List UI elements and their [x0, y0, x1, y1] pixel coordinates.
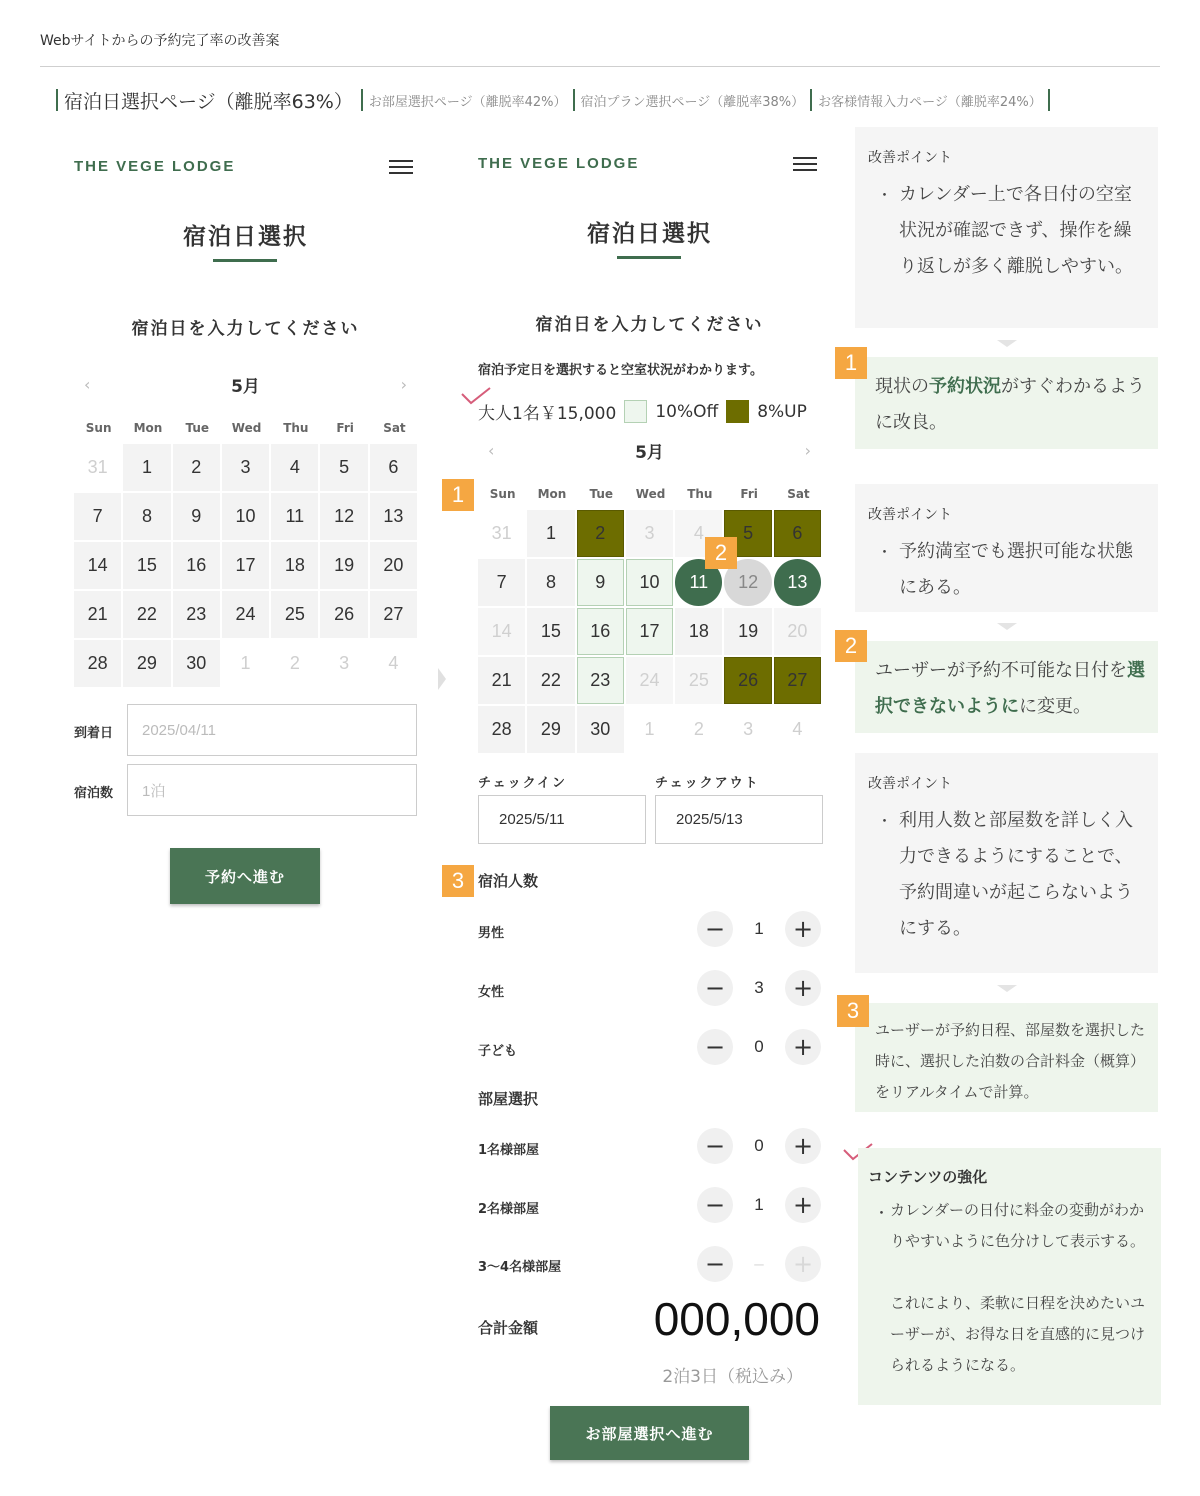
badge-3: 3	[837, 995, 869, 1027]
calendar-day[interactable]: 21	[478, 657, 525, 704]
plus-button: +	[785, 1246, 821, 1282]
calendar-day[interactable]: 20	[370, 542, 417, 589]
proceed-room-select-button[interactable]: お部屋選択へ進む	[550, 1406, 749, 1460]
improvement-result-3	[855, 1003, 1158, 1112]
male-stepper	[697, 911, 821, 947]
plus-button[interactable]: +	[785, 911, 821, 947]
badge-3: 3	[442, 865, 474, 897]
content-enhancement	[858, 1148, 1161, 1405]
calendar-day: 3	[626, 510, 673, 557]
calendar-day[interactable]: 22	[123, 591, 170, 638]
tab-plan-select[interactable]: 宿泊プラン選択ページ（離脱率38%）	[573, 89, 811, 111]
child-label: 子ども	[478, 1044, 518, 1059]
menu-icon[interactable]	[793, 157, 817, 171]
calendar-day[interactable]: 26	[724, 657, 771, 704]
note-text: ユーザーが予約日程、部屋数を選択した時に、選択した泊数の合計料金（概算）をリアルタイムで計算。	[875, 1021, 1146, 1101]
weekday-label: Mon	[133, 421, 163, 435]
double-room-label: 2名様部屋	[478, 1202, 540, 1217]
calendar-day[interactable]: 21	[74, 591, 121, 638]
calendar-day[interactable]: 24	[222, 591, 269, 638]
checkin-input[interactable]: 2025/5/11	[478, 795, 646, 844]
calendar-day[interactable]: 8	[123, 493, 170, 540]
weekday-label: Tue	[589, 487, 614, 501]
month-nav	[488, 438, 811, 463]
brand-logo: THE VEGE LODGE	[478, 155, 640, 172]
single-room-count: 0	[754, 1136, 764, 1155]
calendar-day[interactable]: 15	[123, 542, 170, 589]
header-divider	[40, 66, 1160, 67]
child-stepper	[697, 1029, 821, 1065]
double-room-count: 1	[754, 1195, 764, 1214]
calendar-day[interactable]: 28	[478, 706, 525, 753]
legend-discount-label: 10%Off	[655, 401, 719, 422]
tab-end-divider	[1048, 89, 1050, 111]
calendar-day: 4	[675, 510, 722, 557]
minus-button[interactable]: −	[697, 911, 733, 947]
double-room-stepper	[697, 1187, 821, 1223]
improvement-result-1	[855, 357, 1158, 449]
calendar-day[interactable]: 25	[271, 591, 318, 638]
note-bullet: ・	[874, 1204, 890, 1222]
single-room-stepper	[697, 1128, 821, 1164]
male-label: 男性	[478, 926, 505, 941]
calendar-day[interactable]: 26	[320, 591, 367, 638]
note-title: 改善ポイント	[868, 150, 952, 166]
arrival-input[interactable]: 2025/04/11	[127, 704, 417, 756]
note-title: 改善ポイント	[868, 507, 952, 523]
calendar-day[interactable]: 2	[577, 510, 624, 557]
calendar-day[interactable]: 1	[123, 444, 170, 491]
single-room-label: 1名様部屋	[478, 1143, 540, 1158]
note-bullet: ・	[877, 186, 893, 204]
child-count: 0	[754, 1037, 764, 1056]
weekday-label: Fri	[336, 421, 354, 435]
calendar-day: 2	[693, 719, 704, 739]
guests-label: 宿泊人数	[478, 872, 539, 890]
month-label: 5月	[231, 377, 260, 397]
check-icon	[461, 387, 491, 405]
weekday-label: Sun	[85, 421, 112, 435]
month-nav	[84, 372, 407, 397]
calendar-day[interactable]: 1	[527, 510, 574, 557]
minus-button[interactable]: −	[697, 1246, 733, 1282]
next-month-button[interactable]: ›	[804, 441, 811, 460]
calendar-day[interactable]: 6	[370, 444, 417, 491]
plus-button[interactable]: +	[785, 1187, 821, 1223]
calendar-day[interactable]: 13	[774, 559, 821, 606]
menu-icon[interactable]	[389, 160, 413, 174]
calendar-day: 4	[792, 719, 803, 739]
legend-surcharge-label: 8%UP	[757, 401, 807, 422]
calendar-day[interactable]: 16	[577, 608, 624, 655]
checkout-label: チェックアウト	[655, 776, 760, 791]
calendar-day[interactable]: 5	[320, 444, 367, 491]
total-amount: 000,000	[653, 1293, 820, 1345]
weekday-label: Sat	[383, 421, 406, 435]
checkin-label: チェックイン	[478, 776, 567, 791]
badge-1: 1	[442, 479, 474, 511]
minus-button[interactable]: −	[697, 1187, 733, 1223]
calendar-day: 14	[478, 608, 525, 655]
calendar-day[interactable]: 18	[271, 542, 318, 589]
checkout-input[interactable]: 2025/5/13	[655, 795, 823, 844]
note-text: 予約満室でも選択可能な状態にある。	[899, 541, 1133, 598]
improvement-point-2	[855, 484, 1158, 612]
calendar-day[interactable]: 4	[271, 444, 318, 491]
note-text-post: に変更。	[1019, 696, 1091, 717]
next-month-button[interactable]: ›	[400, 375, 407, 394]
calendar-day[interactable]: 11	[271, 493, 318, 540]
legend-surcharge-swatch	[726, 400, 749, 423]
down-arrow-icon	[997, 985, 1017, 992]
female-count: 3	[754, 978, 764, 997]
calendar-day[interactable]: 2	[173, 444, 220, 491]
minus-button[interactable]: −	[697, 970, 733, 1006]
minus-button[interactable]: −	[697, 1128, 733, 1164]
weekday-label: Tue	[185, 421, 210, 435]
down-arrow-icon	[997, 623, 1017, 630]
note-bullet: ・	[877, 543, 893, 561]
calendar-day[interactable]: 9	[173, 493, 220, 540]
weekday-label: Thu	[687, 487, 713, 501]
calendar-day: 31	[491, 523, 512, 543]
calendar-day: 25	[675, 657, 722, 704]
calendar-day[interactable]: 15	[527, 608, 574, 655]
weekday-label: Mon	[537, 487, 567, 501]
calendar-day[interactable]: 29	[123, 640, 170, 687]
calendar-day: 3	[339, 653, 350, 673]
calendar-day[interactable]: 10	[626, 559, 673, 606]
improvement-point-1	[855, 127, 1158, 328]
note-text-extra: これにより、柔軟に日程を決めたいユーザーが、お得な日を直感的に見つけられるようになる。	[890, 1294, 1146, 1374]
calendar-day[interactable]: 6	[774, 510, 821, 557]
male-count: 1	[754, 919, 764, 938]
calendar-grid	[478, 510, 821, 753]
calendar-day: 1	[240, 653, 251, 673]
improvement-point-3	[855, 753, 1158, 973]
calendar-day[interactable]: 8	[527, 559, 574, 606]
calendar-day[interactable]: 3	[222, 444, 269, 491]
heading: 宿泊日選択	[587, 221, 712, 247]
weekday-label: Thu	[283, 421, 309, 435]
calendar-day[interactable]: 7	[74, 493, 121, 540]
family-room-count: –	[754, 1254, 764, 1273]
calendar-day[interactable]: 16	[173, 542, 220, 589]
total-note: 2泊3日（税込み）	[662, 1367, 803, 1387]
before-mockup	[74, 150, 417, 910]
note-text-pre: ユーザーが予約不可能な日付を	[875, 660, 1127, 681]
weekday-label: Wed	[635, 487, 666, 501]
calendar-day: 20	[774, 608, 821, 655]
female-stepper	[697, 970, 821, 1006]
note-highlight: 予約状況	[929, 376, 1001, 397]
proceed-reservation-button[interactable]: 予約へ進む	[170, 848, 320, 904]
tab-date-select[interactable]: 宿泊日選択ページ（離脱率63%）	[56, 89, 361, 111]
note-text-pre: 現状の	[875, 376, 929, 397]
prev-month-button[interactable]: ‹	[488, 441, 495, 460]
badge-2: 2	[705, 537, 737, 569]
minus-button[interactable]: −	[697, 1029, 733, 1065]
total-label: 合計金額	[478, 1319, 539, 1337]
calendar-day[interactable]: 18	[675, 608, 722, 655]
calendar-day[interactable]: 23	[173, 591, 220, 638]
calendar-day: 1	[644, 719, 655, 739]
calendar-day[interactable]: 27	[370, 591, 417, 638]
legend-base-price: 大人1名￥15,000	[478, 404, 617, 424]
nights-input[interactable]: 1泊	[127, 764, 417, 816]
calendar-day[interactable]: 22	[527, 657, 574, 704]
down-arrow-icon	[997, 340, 1017, 347]
calendar-day[interactable]: 19	[320, 542, 367, 589]
prev-month-button[interactable]: ‹	[84, 375, 91, 394]
female-label: 女性	[478, 985, 505, 1000]
price-legend	[478, 399, 807, 424]
badge-2: 2	[835, 630, 867, 662]
brand-logo: THE VEGE LODGE	[74, 158, 236, 175]
sub-heading: 宿泊日を入力してください	[535, 315, 764, 335]
note-title: コンテンツの強化	[868, 1168, 988, 1186]
calendar-day[interactable]: 7	[478, 559, 525, 606]
weekday-label: Sat	[787, 487, 810, 501]
note-text	[875, 653, 1157, 725]
heading-underline	[213, 259, 277, 262]
calendar-day[interactable]: 17	[222, 542, 269, 589]
calendar-day: 3	[743, 719, 754, 739]
calendar-day[interactable]: 12	[724, 559, 771, 606]
weekday-header	[74, 421, 419, 435]
arrival-label: 到着日	[74, 726, 114, 741]
calendar-day[interactable]: 17	[626, 608, 673, 655]
note-text: カレンダー上で各日付の空室状況が確認できず、操作を繰り返しが多く離脱しやすい。	[899, 184, 1133, 277]
transition-arrow-icon	[436, 668, 446, 690]
page-title: Webサイトからの予約完了率の改善案	[40, 33, 280, 49]
calendar-day[interactable]: 19	[724, 608, 771, 655]
weekday-label: Sun	[489, 487, 516, 501]
calendar-day[interactable]: 23	[577, 657, 624, 704]
calendar-day: 4	[388, 653, 399, 673]
month-label: 5月	[635, 443, 664, 463]
note-text: カレンダーの日付に料金の変動がわかりやすいように色分けして表示する。	[890, 1201, 1146, 1250]
note-highlight: 選択できないように	[875, 660, 1145, 717]
plus-button[interactable]: +	[785, 1128, 821, 1164]
note-text: 利用人数と部屋数を詳しく入力できるようにすることで、予約間違いが起こらないようにする。	[899, 810, 1133, 939]
calendar-day[interactable]: 5	[724, 510, 771, 557]
weekday-label: Wed	[231, 421, 262, 435]
plus-button[interactable]: +	[785, 1029, 821, 1065]
weekday-header	[478, 487, 823, 501]
calendar-day[interactable]: 10	[222, 493, 269, 540]
calendar-day: 31	[87, 457, 108, 477]
note-bullet: ・	[877, 812, 893, 830]
after-mockup	[478, 146, 823, 1466]
calendar-grid	[74, 444, 417, 687]
calendar-day[interactable]: 29	[527, 706, 574, 753]
legend-discount-swatch	[624, 400, 647, 423]
calendar-day[interactable]: 27	[774, 657, 821, 704]
calendar-day[interactable]: 13	[370, 493, 417, 540]
calendar-day[interactable]: 14	[74, 542, 121, 589]
availability-info: 宿泊予定日を選択すると空室状況がわかります。	[478, 363, 763, 378]
improvement-result-2	[855, 641, 1158, 733]
note-text	[875, 369, 1150, 441]
note-title: 改善ポイント	[868, 776, 952, 792]
calendar-day[interactable]: 11	[675, 559, 722, 606]
calendar-day[interactable]: 28	[74, 640, 121, 687]
tab-room-select[interactable]: お部屋選択ページ（離脱率42%）	[361, 89, 573, 111]
plus-button[interactable]: +	[785, 970, 821, 1006]
calendar-day[interactable]: 9	[577, 559, 624, 606]
calendar-day: 24	[626, 657, 673, 704]
calendar-day[interactable]: 12	[320, 493, 367, 540]
weekday-label: Fri	[740, 487, 758, 501]
calendar-day: 2	[289, 653, 300, 673]
family-room-label: 3〜4名様部屋	[478, 1260, 562, 1275]
page-tabs	[56, 86, 1050, 114]
rooms-label: 部屋選択	[478, 1090, 539, 1108]
family-room-stepper	[697, 1246, 821, 1282]
note-text-post: がすぐわかるように改良。	[875, 376, 1145, 433]
sub-heading: 宿泊日を入力してください	[131, 319, 360, 339]
nights-label: 宿泊数	[74, 786, 114, 801]
badge-1: 1	[835, 347, 867, 379]
calendar-day[interactable]: 30	[173, 640, 220, 687]
calendar-day[interactable]: 30	[577, 706, 624, 753]
heading-underline	[617, 256, 681, 259]
tab-guest-info[interactable]: お客様情報入力ページ（離脱率24%）	[810, 89, 1048, 111]
heading: 宿泊日選択	[183, 224, 308, 250]
